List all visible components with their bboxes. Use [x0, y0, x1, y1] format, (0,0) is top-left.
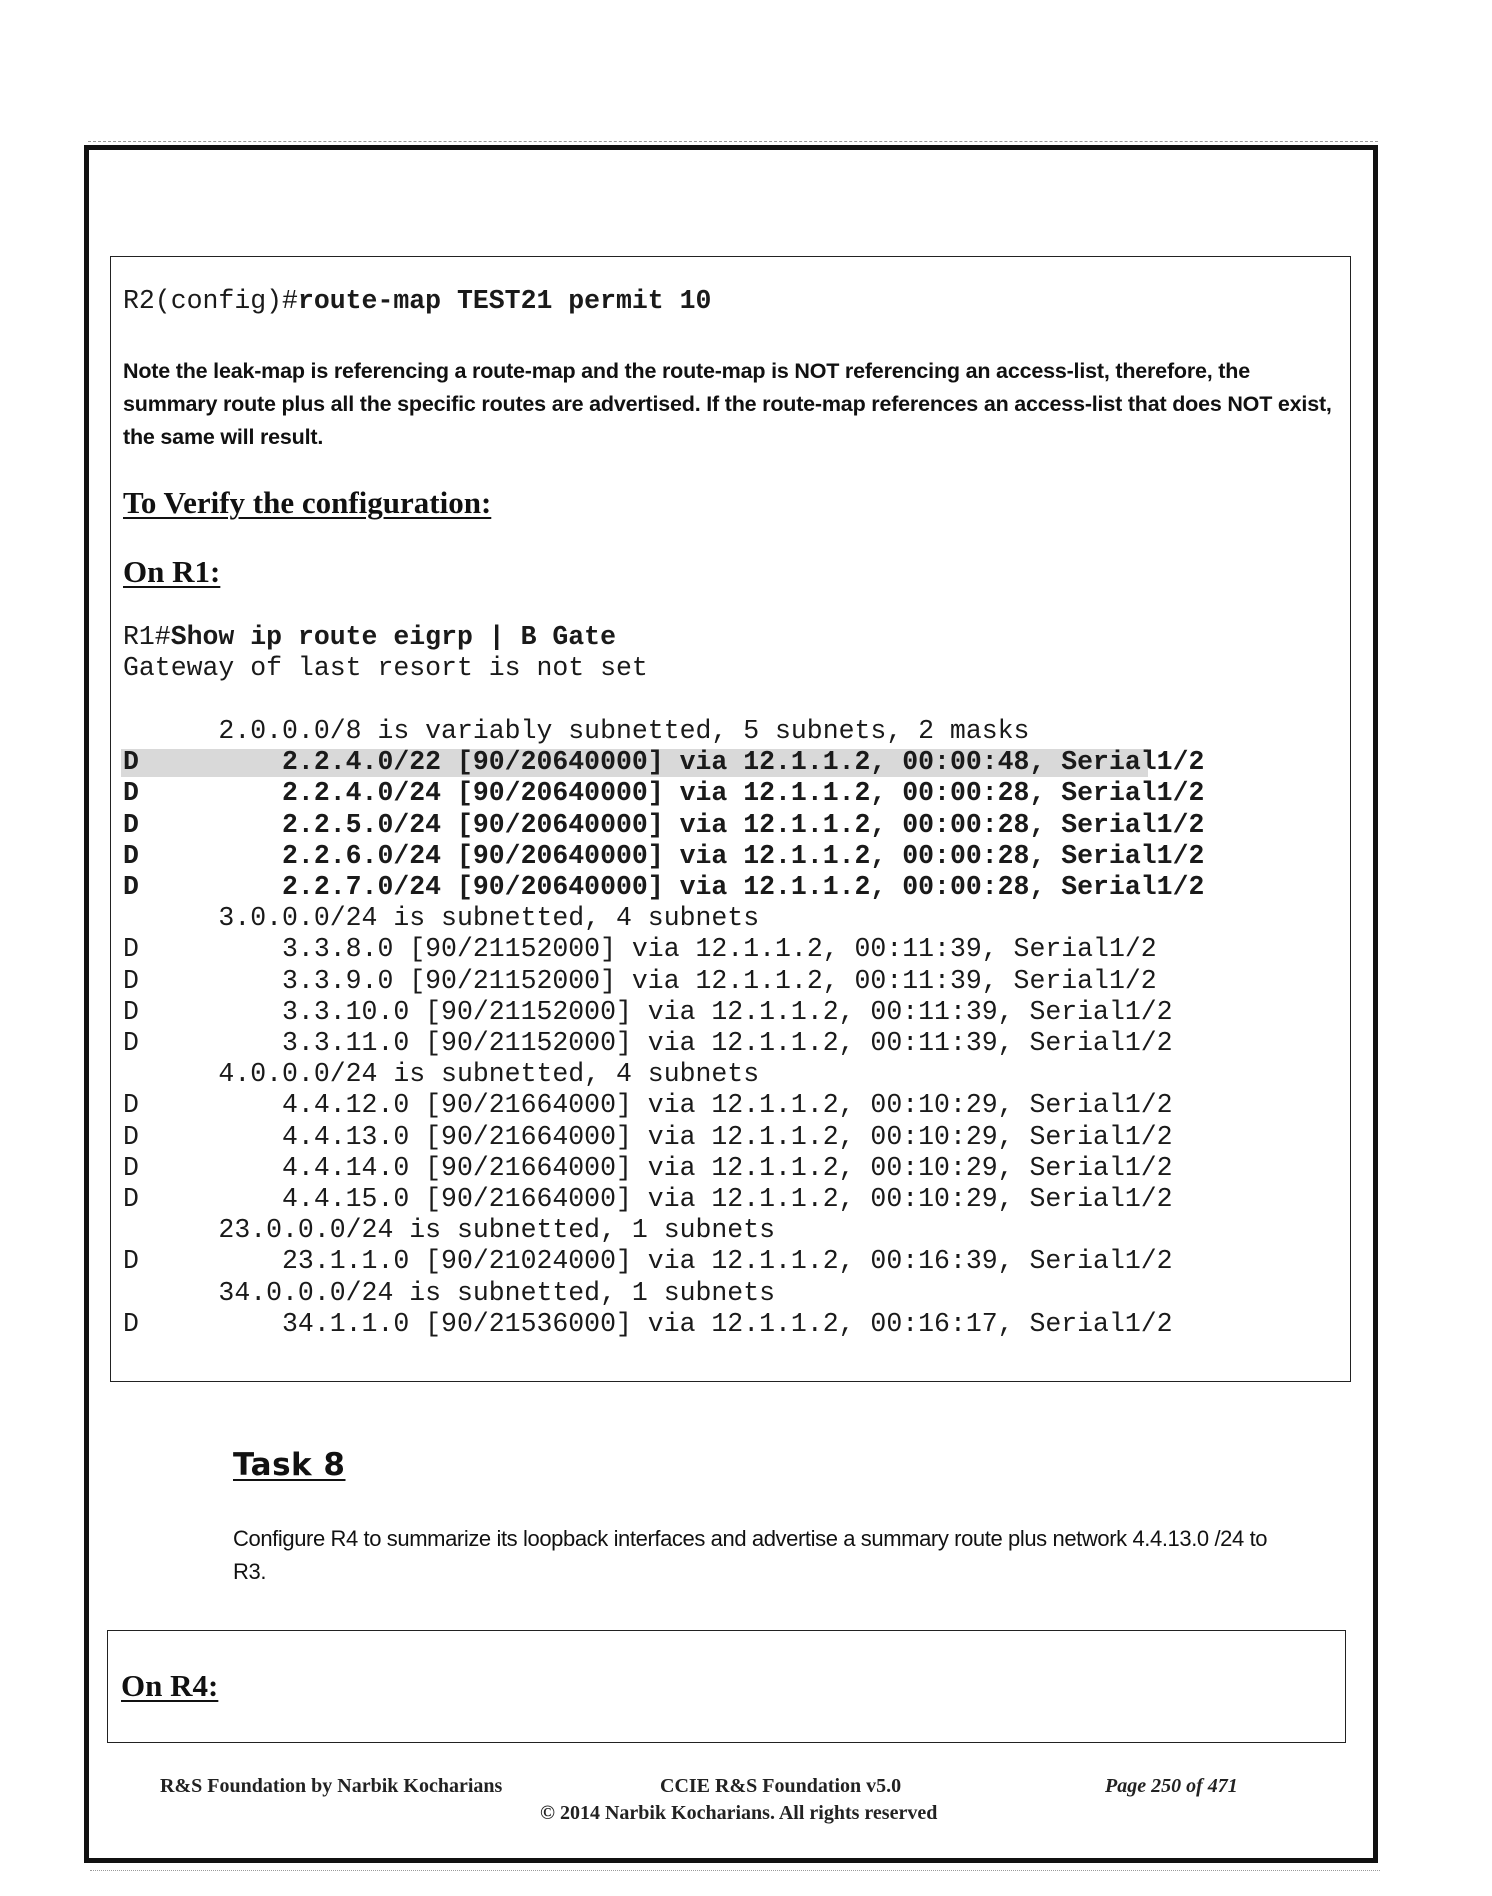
route-entry: [123, 934, 1157, 965]
route-code: D: [123, 1152, 139, 1183]
task-title: Task 8: [233, 1447, 346, 1483]
task-description: Configure R4 to summarize its loopback interfaces and advertise a summary route plus network 4.4.13.0 /24 to R3.: [233, 1526, 1268, 1584]
on-r1-heading: On R1:: [123, 554, 221, 589]
route-code: D: [123, 965, 139, 996]
route-entry: [123, 997, 1173, 1028]
route-code: D: [123, 934, 139, 965]
route-entry: [123, 778, 1204, 809]
route-entry: [123, 872, 1204, 903]
network-summary-line: [123, 1059, 759, 1090]
route-text: 3.3.8.0 [90/21152000] via 12.1.1.2, 00:11:39, Serial1/2: [138, 934, 1157, 965]
route-entry: [123, 966, 1157, 997]
network-summary-line: [123, 1278, 775, 1309]
footer-author: R&S Foundation by Narbik Kocharians: [160, 1775, 503, 1797]
route-text: 3.3.11.0 [90/21152000] via 12.1.1.2, 00:11:39, Serial1/2: [138, 1028, 1173, 1058]
route-code: D: [123, 1028, 139, 1058]
route-text: 2.2.5.0/24 [90/20640000] via 12.1.1.2, 00:00:28, Serial1/2: [138, 809, 1205, 840]
route-text: 34.0.0.0/24 is subnetted, 1 subnets: [123, 1277, 776, 1308]
show-command-line: [123, 622, 616, 653]
route-text: 2.2.7.0/24 [90/20640000] via 12.1.1.2, 00:00:28, Serial1/2: [138, 872, 1205, 902]
route-text: 4.4.13.0 [90/21664000] via 12.1.1.2, 00:10:29, Serial1/2: [138, 1121, 1173, 1152]
network-summary-line: [123, 903, 759, 934]
on-r4-heading: On R4:: [121, 1668, 219, 1703]
route-text: 3.0.0.0/24 is subnetted, 4 subnets: [123, 903, 760, 934]
verify-heading: To Verify the configuration:: [123, 485, 492, 520]
route-code: D: [123, 1184, 139, 1214]
scan-top-rule: [88, 141, 1378, 142]
route-text: 4.4.15.0 [90/21664000] via 12.1.1.2, 00:10:29, Serial1/2: [138, 1184, 1173, 1214]
route-entry: [123, 1246, 1173, 1277]
route-entry: [123, 1309, 1173, 1340]
route-entry: [123, 747, 1204, 778]
scan-bottom-rule: [90, 1870, 1380, 1871]
route-entry: [123, 1184, 1173, 1215]
network-summary-line: [123, 716, 1029, 747]
config-command: route-map TEST21 permit 10: [297, 286, 712, 316]
route-text: 3.3.9.0 [90/21152000] via 12.1.1.2, 00:11:39, Serial1/2: [138, 965, 1157, 996]
route-text: 4.4.12.0 [90/21664000] via 12.1.1.2, 00:10:29, Serial1/2: [138, 1090, 1173, 1121]
route-text: 2.2.4.0/24 [90/20640000] via 12.1.1.2, 00:00:28, Serial1/2: [138, 778, 1205, 809]
route-text: 3.3.10.0 [90/21152000] via 12.1.1.2, 00:11:39, Serial1/2: [138, 996, 1173, 1027]
show-command: Show ip route eigrp | B Gate: [170, 622, 616, 652]
route-code: D: [123, 747, 139, 778]
route-text: 2.0.0.0/8 is variably subnetted, 5 subnets, 2 masks: [123, 716, 1030, 746]
route-text: 23.0.0.0/24 is subnetted, 1 subnets: [123, 1215, 776, 1246]
network-summary-line: [123, 1215, 775, 1246]
route-text: 34.1.1.0 [90/21536000] via 12.1.1.2, 00:16:17, Serial1/2: [138, 1308, 1173, 1339]
route-code: D: [123, 809, 139, 840]
route-code: D: [123, 778, 139, 809]
route-text: 2.2.4.0/22 [90/20640000] via 12.1.1.2, 00:00:48, Serial1/2: [138, 747, 1205, 778]
r4-box: [107, 1630, 1346, 1743]
config-prompt: R2(config)#: [123, 286, 298, 316]
route-code: D: [123, 872, 139, 902]
config-command-line: [123, 286, 711, 317]
route-entry: [123, 1153, 1173, 1184]
route-code: D: [123, 996, 139, 1027]
footer-copyright: © 2014 Narbik Kocharians. All rights reserved: [540, 1802, 938, 1824]
route-text: 23.1.1.0 [90/21024000] via 12.1.1.2, 00:16:39, Serial1/2: [138, 1246, 1173, 1277]
route-code: D: [123, 1121, 139, 1152]
route-text: 4.4.14.0 [90/21664000] via 12.1.1.2, 00:10:29, Serial1/2: [138, 1152, 1173, 1183]
route-text: 4.0.0.0/24 is subnetted, 4 subnets: [123, 1059, 760, 1090]
footer-title: CCIE R&S Foundation v5.0: [660, 1775, 902, 1797]
route-entry: [123, 1090, 1173, 1121]
route-entry: [123, 1028, 1173, 1059]
route-entry: [123, 810, 1204, 841]
route-entry: [123, 841, 1204, 872]
route-code: D: [123, 840, 139, 871]
route-code: D: [123, 1308, 139, 1339]
route-entry: [123, 1122, 1173, 1153]
footer-page-number: Page 250 of 471: [1105, 1775, 1238, 1797]
route-code: D: [123, 1090, 139, 1121]
gateway-line: Gateway of last resort is not set: [123, 653, 648, 683]
route-code: D: [123, 1246, 139, 1277]
leak-map-note: Note the leak-map is referencing a route-map and the route-map is NOT referencing an access-list, therefore, the summary route plus all the specific routes are advertised. If the route-map references an access-list that does NOT exist, the same will result.: [123, 359, 1332, 449]
route-text: 2.2.6.0/24 [90/20640000] via 12.1.1.2, 00:00:28, Serial1/2: [138, 840, 1205, 871]
show-prompt: R1#: [123, 622, 171, 652]
